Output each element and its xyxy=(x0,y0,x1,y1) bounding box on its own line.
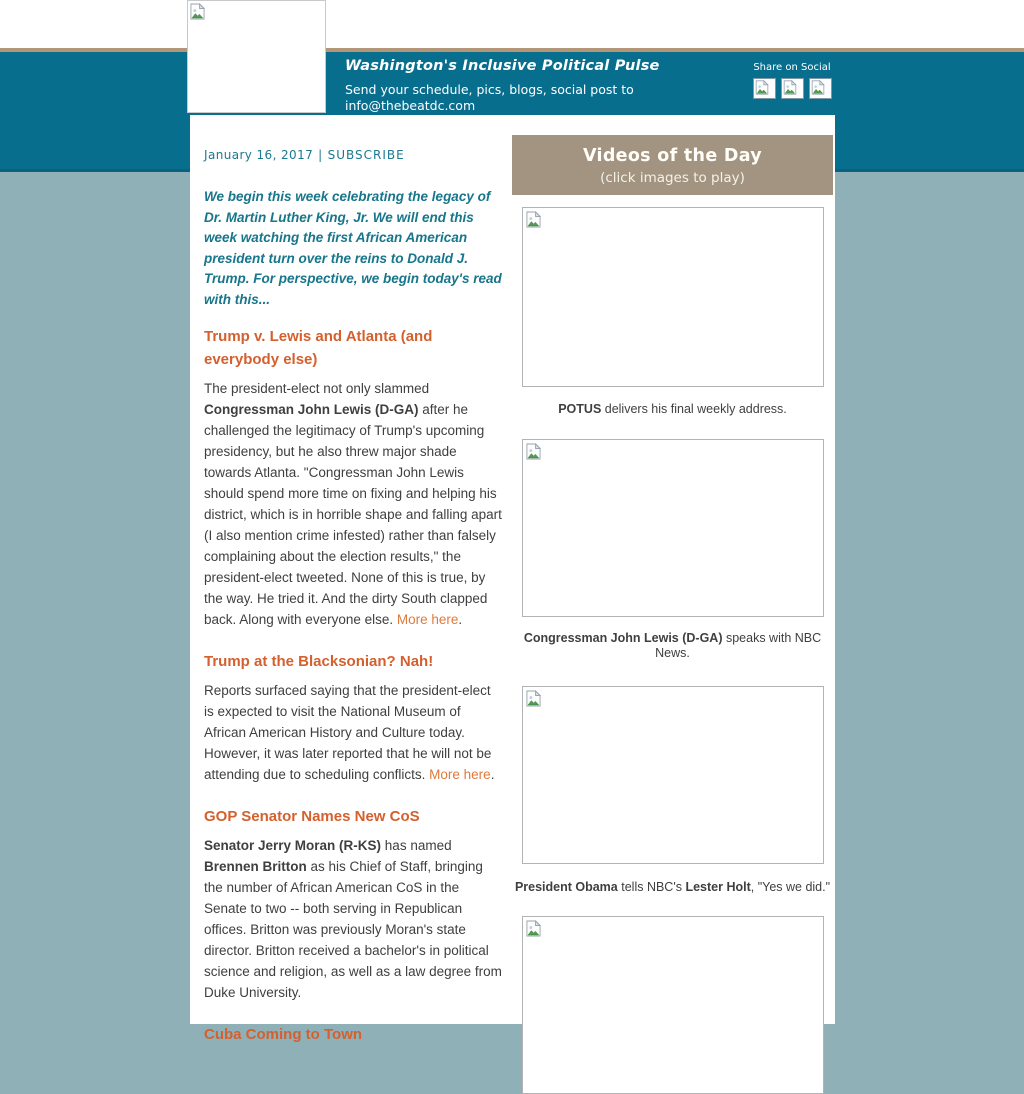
text-segment: tells NBC's xyxy=(617,879,686,894)
text-segment: Brennen Britton xyxy=(204,859,307,874)
videos-header xyxy=(512,135,833,195)
masthead-text xyxy=(345,58,675,114)
newsletter-tagline: Washington's Inclusive Political Pulse xyxy=(345,58,660,74)
text-segment: Reports surfaced saying that the president-elect is expected to visit the National Museum of African American History and Culture today. However, it was later reported that he will not be attending due to scheduling conflicts. xyxy=(204,683,492,782)
intro-paragraph: We begin this week celebrating the legacy of Dr. Martin Luther King, Jr. We will end this week watching the first African American president turn over the reins to Donald J. Trump. For perspective, we begin today's read with this... xyxy=(204,189,502,307)
broken-image-icon xyxy=(526,443,541,460)
article-heading: GOP Senator Names New CoS xyxy=(204,808,420,825)
more-here-link[interactable]: More here xyxy=(396,612,459,627)
text-segment: has named xyxy=(381,838,452,853)
text-segment: speaks with NBC News. xyxy=(655,630,822,660)
videos-title: Videos of the Day xyxy=(583,146,762,166)
video-caption-1 xyxy=(512,402,833,418)
text-segment: . xyxy=(458,612,463,627)
broken-image-icon xyxy=(526,690,541,707)
video-thumbnail-3[interactable] xyxy=(522,686,824,864)
broken-image-icon xyxy=(811,80,825,95)
text-segment: after he challenged the legitimacy of Trump's upcoming presidency, but he also threw major shade towards Atlanta. "Congressman John Lewis should spend more time on fixing and helping his district, which is in horrible shape and falling apart (I also mention crime infested) rather than falsely complaining about the election results," the president-elect tweeted. None of this is true, by the way. He tried it. And the dirty South clapped back. Along with everyone else. xyxy=(204,402,502,627)
logo-image-placeholder[interactable] xyxy=(187,0,326,113)
article-body xyxy=(204,835,502,1003)
subscribe-link[interactable]: SUBSCRIBE xyxy=(327,148,405,162)
more-here-link[interactable]: More here xyxy=(429,767,491,782)
share-on-social-label: Share on Social xyxy=(753,62,831,73)
text-segment: The president-elect not only slammed xyxy=(204,381,430,396)
submission-email: info@thebeatdc.com xyxy=(345,98,476,113)
video-caption-3 xyxy=(512,880,833,896)
text-segment: Senator Jerry Moran (R-KS) xyxy=(204,838,382,853)
video-thumbnail-4[interactable] xyxy=(522,916,824,1094)
social-share-button-2[interactable] xyxy=(781,78,804,99)
video-caption-2 xyxy=(512,631,833,662)
articles-column xyxy=(204,148,502,1053)
article xyxy=(204,650,502,785)
top-spacer-bar xyxy=(0,0,1024,48)
dateline xyxy=(204,148,502,162)
text-segment: Congressman John Lewis (D-GA) xyxy=(523,630,723,645)
article xyxy=(204,1023,502,1046)
article-heading: Trump v. Lewis and Atlanta (and everybody else) xyxy=(204,328,433,368)
text-segment: President Obama xyxy=(514,879,618,894)
text-segment: as his Chief of Staff, bringing the number of African American CoS in the Senate to two -- both serving in Republican offices. Britton was previously Moran's state director. Britton received a bachelor's in political science and religion, as well as a law degree from Duke University. xyxy=(204,859,502,1000)
text-segment: POTUS xyxy=(558,402,602,416)
share-on-social-block xyxy=(750,62,834,99)
content-column xyxy=(190,115,835,1043)
video-thumbnail-1[interactable] xyxy=(522,207,824,387)
article-heading: Cuba Coming to Town xyxy=(204,1026,363,1043)
broken-image-icon xyxy=(526,211,541,228)
text-segment: , "Yes we did." xyxy=(750,879,831,894)
text-segment: . xyxy=(490,767,495,782)
social-share-button-3[interactable] xyxy=(809,78,832,99)
article xyxy=(204,805,502,1003)
broken-image-icon xyxy=(783,80,797,95)
videos-subtitle: (click images to play) xyxy=(600,170,745,186)
social-share-button-1[interactable] xyxy=(753,78,776,99)
text-segment: delivers his final weekly address. xyxy=(601,402,787,416)
video-thumbnail-2[interactable] xyxy=(522,439,824,617)
issue-date: January 16, 2017 xyxy=(204,148,314,162)
broken-image-icon xyxy=(755,80,769,95)
broken-image-icon xyxy=(526,920,541,937)
text-segment: Lester Holt xyxy=(685,879,751,894)
text-segment: Congressman John Lewis (D-GA) xyxy=(204,402,419,417)
submission-instructions-line1: Send your schedule, pics, blogs, social post to xyxy=(345,82,634,97)
article-heading: Trump at the Blacksonian? Nah! xyxy=(204,653,434,670)
broken-image-icon xyxy=(190,3,205,20)
dateline-separator: | xyxy=(318,148,323,162)
videos-column xyxy=(512,135,833,1094)
social-icons-row xyxy=(750,78,834,99)
article-body xyxy=(204,680,502,785)
article-body xyxy=(204,378,502,630)
article xyxy=(204,325,502,630)
